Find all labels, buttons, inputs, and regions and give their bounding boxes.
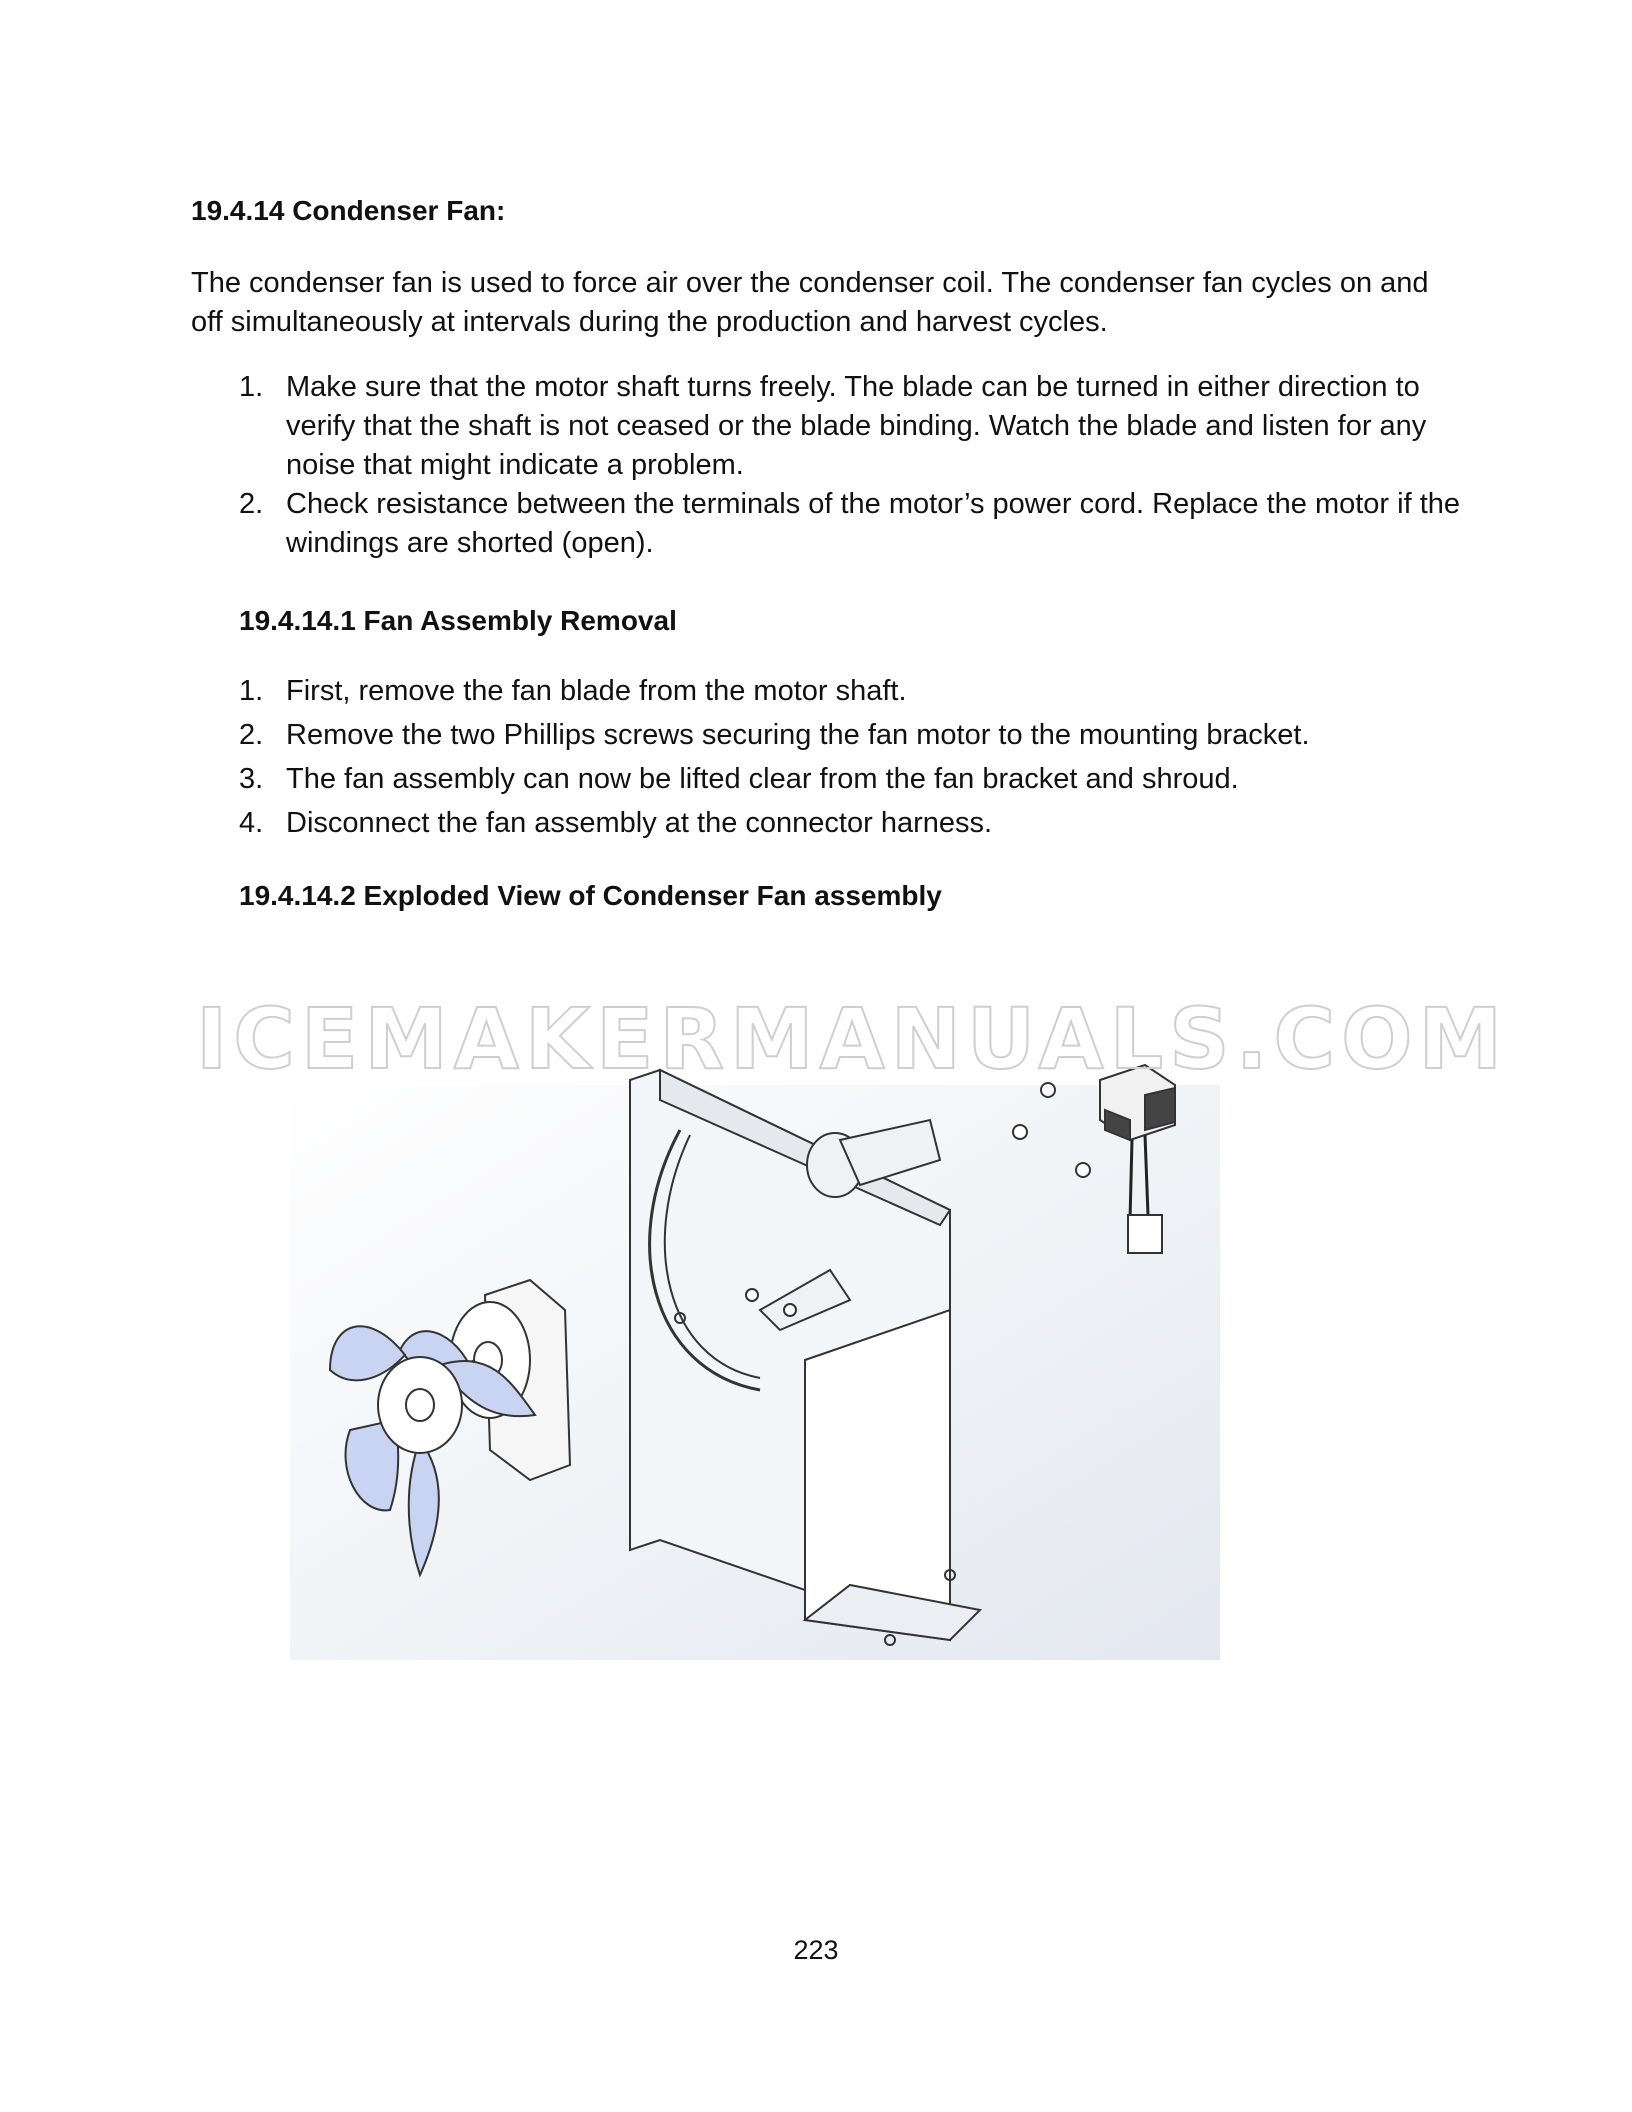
list-text: Disconnect the fan assembly at the connector harness. — [286, 807, 993, 839]
list-number: 2. — [239, 719, 264, 751]
list-item — [191, 368, 1461, 485]
list-number: 3. — [239, 763, 264, 795]
list-number: 4. — [239, 807, 264, 839]
removal-steps-list — [191, 672, 1461, 848]
list-item — [191, 804, 1461, 843]
list-text: First, remove the fan blade from the motor shaft. — [286, 675, 907, 707]
list-number: 1. — [239, 675, 264, 707]
section-heading: 19.4.14 Condenser Fan: — [191, 195, 506, 226]
list-item — [191, 760, 1461, 799]
list-number: 1. — [239, 371, 264, 403]
page-number: 223 — [793, 1935, 839, 1965]
condenser-fan-exploded-diagram — [290, 1010, 1220, 1660]
check-list — [191, 368, 1461, 563]
list-text: Remove the two Phillips screws securing the fan motor to the mounting bracket. — [286, 719, 1310, 751]
watermark-logo: ICEMAKERMANUALS.COM — [196, 990, 1509, 1088]
list-text: The fan assembly can now be lifted clear from the fan bracket and shroud. — [286, 763, 1239, 795]
list-item — [191, 716, 1461, 755]
removal-heading: 19.4.14.1 Fan Assembly Removal — [239, 605, 677, 636]
intro-paragraph: The condenser fan is used to force air over the condenser coil. The condenser fan cycles on and off simultaneously at intervals during the production and harvest cycles. — [191, 267, 1429, 338]
list-number: 2. — [239, 488, 264, 520]
list-text: Check resistance between the terminals of the motor’s power cord. Replace the motor if the windings are shorted (open). — [286, 488, 1461, 559]
exploded-view-heading: 19.4.14.2 Exploded View of Condenser Fan assembly — [239, 880, 942, 911]
list-item — [191, 485, 1461, 563]
list-text: Make sure that the motor shaft turns freely. The blade can be turned in either direction to verify that the shaft is not ceased or the blade binding. Watch the blade and listen for any noise that might indicate a problem. — [286, 371, 1427, 481]
list-item — [191, 672, 1461, 711]
